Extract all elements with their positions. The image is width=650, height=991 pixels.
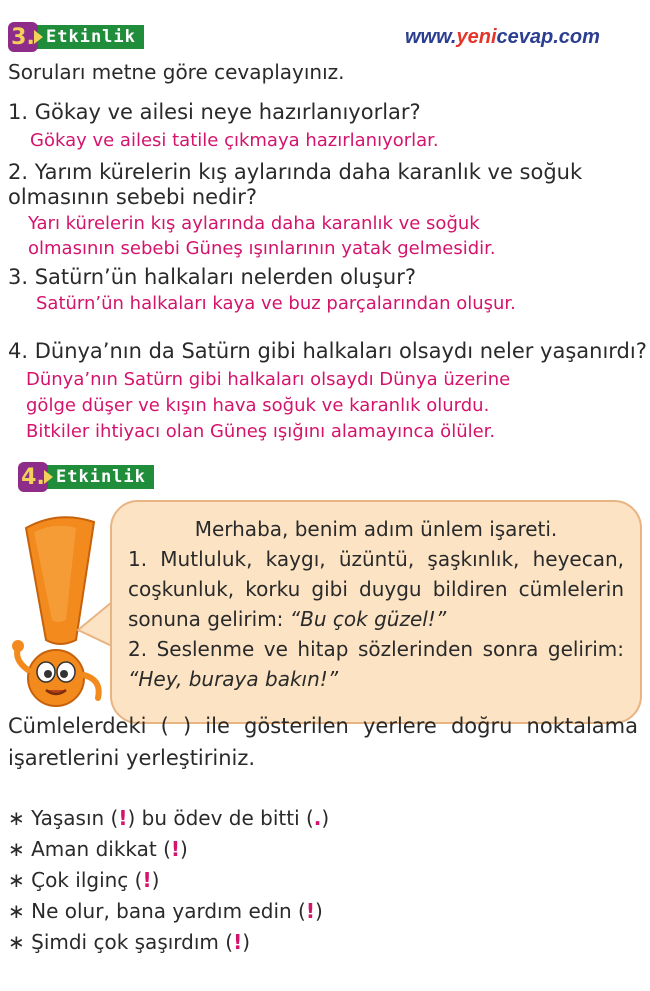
sentence-text: ): [321, 806, 330, 830]
activity-number: 4.: [18, 462, 48, 492]
question-3: 3. Satürn’ün halkaları nelerden oluşur?: [8, 265, 417, 289]
question-2-line-2: olmasının sebebi nedir?: [8, 185, 258, 209]
asterisk-bullet-icon: ∗: [8, 930, 32, 954]
sentence-text: ): [314, 899, 323, 923]
answer-2-line-2: olmasının sebebi Güneş ışınlarının yatak gelmesidir.: [28, 238, 496, 259]
answer-4-line-2: gölge düşer ve kışın hava soğuk ve karanlık olurdu.: [26, 395, 490, 416]
speech-bubble: [110, 500, 642, 724]
list-item: [8, 803, 329, 833]
answer-punctuation: .: [313, 806, 322, 830]
site-highlight: yeni: [456, 26, 497, 48]
arrow-icon: [34, 30, 43, 44]
question-4: 4. Dünya’nın da Satürn gibi halkaları olsaydı neler yaşanırdı?: [8, 339, 647, 363]
answer-4-line-3: Bitkiler ihtiyacı olan Güneş ışığını alamayınca ölüler.: [26, 421, 496, 442]
site-prefix: www.: [405, 26, 457, 48]
answer-punctuation: !: [170, 837, 181, 861]
arrow-icon: [44, 470, 53, 484]
asterisk-bullet-icon: ∗: [8, 806, 32, 830]
website-link[interactable]: [405, 26, 600, 49]
sentence-text: Ne olur, bana yardım edin (: [31, 899, 306, 923]
example-sentence: “Hey, buraya bakın!”: [128, 667, 339, 691]
bubble-line: coşkunluk, korku gibi duygu bildiren cümlelerin: [128, 577, 624, 601]
answer-punctuation: !: [118, 806, 128, 830]
bubble-line: 2. Seslenme ve hitap sözlerinden sonra gelirim:: [128, 637, 624, 661]
example-sentence: “Bu çok güzel!”: [289, 607, 447, 631]
sentence-text: ): [242, 930, 250, 954]
bubble-text: sonuna gelirim:: [128, 607, 290, 631]
sentence-text: Şimdi çok şaşırdım (: [31, 930, 234, 954]
list-item: [8, 927, 250, 957]
activity-4-badge: [18, 462, 154, 492]
answer-2-line-1: Yarı kürelerin kış aylarında daha karanlık ve soğuk: [28, 213, 480, 234]
sentence-text: Aman dikkat (: [31, 837, 171, 861]
activity-3-badge: [8, 22, 144, 52]
activity-label: Etkinlik: [44, 465, 154, 489]
answer-punctuation: !: [305, 899, 315, 923]
site-suffix: cevap.com: [496, 26, 600, 48]
sentence-text: ): [151, 868, 160, 892]
activity-4-instruction-line-2: işaretlerini yerleştiriniz.: [8, 746, 256, 770]
list-item: [8, 896, 323, 926]
sentence-text: Çok ilginç (: [31, 868, 143, 892]
list-item: [8, 865, 159, 895]
sentence-text: Yaşasın (: [31, 806, 119, 830]
answer-4-line-1: Dünya’nın Satürn gibi halkaları olsaydı Dünya üzerine: [26, 369, 511, 390]
sentence-text: ) bu ödev de bitti (: [127, 806, 314, 830]
bubble-line: [128, 664, 624, 694]
list-item: [8, 834, 188, 864]
asterisk-bullet-icon: ∗: [8, 899, 32, 923]
activity-number: 3.: [8, 22, 38, 52]
activity-label: Etkinlik: [34, 25, 144, 49]
question-2-line-1: 2. Yarım kürelerin kış aylarında daha karanlık ve soğuk: [8, 160, 583, 184]
instruction-text: Soruları metne göre cevaplayınız.: [8, 60, 345, 84]
activity-4-instruction-line-1: Cümlelerdeki ( ) ile gösterilen yerlere doğru noktalama: [8, 714, 638, 738]
asterisk-bullet-icon: ∗: [8, 837, 32, 861]
bubble-line: [128, 604, 624, 634]
question-1: 1. Gökay ve ailesi neye hazırlanıyorlar?: [8, 100, 421, 124]
sentence-text: ): [180, 837, 188, 861]
answer-punctuation: !: [142, 868, 152, 892]
bubble-intro: Merhaba, benim adım ünlem işareti.: [194, 517, 558, 541]
answer-3: Satürn’ün halkaları kaya ve buz parçalarından oluşur.: [36, 293, 516, 314]
bubble-line: 1. Mutluluk, kaygı, üzüntü, şaşkınlık, heyecan,: [128, 547, 624, 571]
asterisk-bullet-icon: ∗: [8, 868, 32, 892]
answer-1: Gökay ve ailesi tatile çıkmaya hazırlanıyorlar.: [30, 130, 439, 151]
answer-punctuation: !: [233, 930, 243, 954]
